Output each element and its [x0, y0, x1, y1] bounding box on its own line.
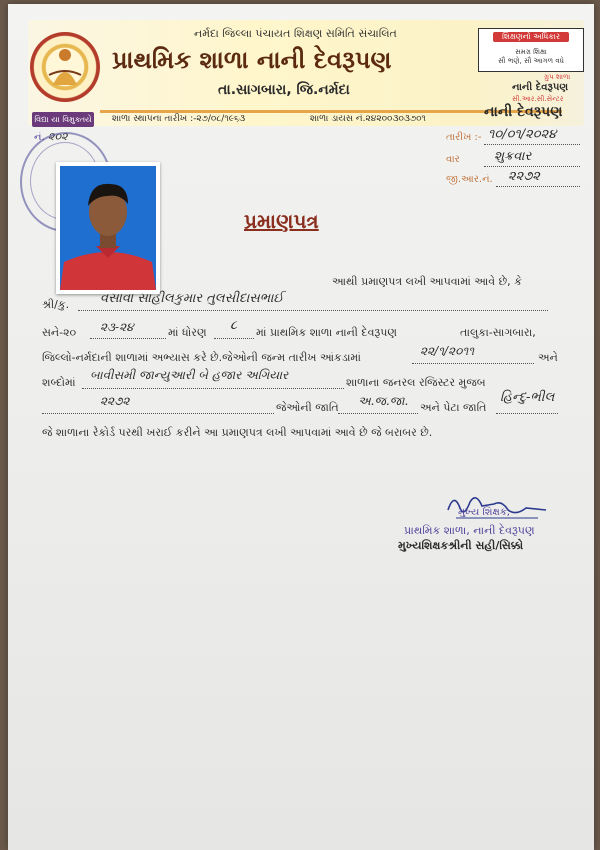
- crc-name: નાની દેવરૂપણ: [484, 104, 563, 120]
- outward-label: નં.: [34, 132, 45, 143]
- signature-school: પ્રાથમિક શાળા, નાની દેવરૂપણ: [404, 524, 535, 537]
- group-school-label: ગ્રુપ શાળા: [544, 73, 571, 81]
- subcaste-dots: [496, 413, 558, 414]
- caste-value: અ.જ.જા.: [358, 394, 409, 408]
- subcaste-value: હિન્દુ-ભીલ: [500, 390, 555, 405]
- words-label: શબ્દોમાં: [42, 376, 76, 389]
- name-label: શ્રી/કુ.: [42, 298, 70, 311]
- student-name: વસાવા સાહીલકુમાર તુલસીદાસભાઈ: [100, 291, 284, 306]
- group-school-name: નાની દેવરૂપણ: [512, 82, 569, 93]
- rte-badge-title: શિક્ષણનો અધિકાર: [493, 32, 569, 42]
- std-dots: [214, 338, 254, 339]
- student-photo: [56, 162, 160, 294]
- dob-words: બાવીસમી જાન્યુઆરી બે હજાર અગિયાર: [90, 368, 289, 382]
- rte-badge-line2: સૌ ભણે, સૌ આગળ વધે: [498, 57, 564, 65]
- day-value: શુક્રવાર: [494, 149, 532, 164]
- rte-badge-line1: સમગ્ર શિક્ષા: [515, 48, 547, 56]
- certificate-paper: [8, 4, 594, 850]
- date-value: ૧૦/૦૧/૨૦૨૪: [488, 127, 557, 142]
- header-subtitle: નર્મદા જિલ્લા પંચાયત શિક્ષણ સમિતિ સંચાલિત: [194, 27, 397, 40]
- dob-digits: ૨૨/૧/૨૦૧૧: [420, 344, 475, 358]
- academic-year: ૨૩-૨૪: [100, 320, 134, 334]
- crc-label: સી.આર.સી.સેન્ટર: [512, 95, 564, 103]
- certificate-title: પ્રમાણપત્ર: [244, 209, 319, 233]
- district-text: જિલ્લો-નર્મદાની શાળામાં અભ્યાસ કરે છે.જેઓની જન્મ તારીખ આંકડામાં: [42, 351, 361, 364]
- dob-digits-dots: [412, 363, 534, 364]
- year-dots: [90, 338, 166, 339]
- certificate-intro: આથી પ્રમાણપત્ર લખી આપવામાં આવે છે, કે: [332, 275, 522, 288]
- school-location: તા.સાગબારા, જિ.નર્મદા: [218, 82, 350, 98]
- gr-label: જી.આર.નં.: [446, 174, 493, 185]
- established-date: શાળા સ્થાપના તારીખ :-૨૭/૦૮/૧૯૬૩: [112, 114, 246, 124]
- closing-text: જે શાળાના રેકોર્ડ પરથી ખરાઈ કરીને આ પ્રમાણપત્ર લખી આપવામાં આવે છે જે બરાબર છે.: [42, 426, 433, 439]
- caste-dots: [338, 413, 418, 414]
- date-label: તારીખ :-: [446, 132, 482, 143]
- day-label: વાર: [446, 154, 460, 165]
- gr-dots: [496, 186, 580, 187]
- subcaste-label: અને પેટા જાતિ: [420, 401, 487, 414]
- signature-footer: મુખ્યશિક્ષકશ્રીની સહી/સિક્કો: [398, 539, 524, 552]
- school-name: પ્રાથમિક શાળા નાની દેવરૂપણ: [112, 46, 392, 74]
- name-dots: [78, 310, 548, 311]
- school-text: માં પ્રાથમિક શાળા નાની દેવરૂપણ: [256, 326, 398, 339]
- rte-badge: [478, 28, 584, 72]
- date-dots: [484, 144, 580, 145]
- gr-number-dots: [42, 413, 274, 414]
- gr-value: ૨૨૭૨: [508, 169, 540, 184]
- school-logo-icon: [30, 32, 100, 102]
- caste-label: જેઓની જાતિ: [276, 401, 339, 414]
- logo-motto: વિદ્યા યા વિમુક્તયે: [32, 112, 94, 127]
- std-value: ૮: [230, 318, 238, 333]
- year-label: સને-૨૦: [42, 326, 77, 339]
- register-text: શાળાના જનરલ રજિસ્ટર મુજબ: [346, 376, 486, 389]
- taluka-text: તાલુકા-સાગબારા,: [460, 326, 536, 339]
- dise-code: શાળા ડાયસ નં.૨૪૨૦૦૩૦૩૭૦૧: [310, 114, 426, 124]
- signature-role: મુખ્ય શિક્ષક,: [458, 507, 510, 518]
- and-text: અને: [538, 351, 558, 364]
- day-dots: [484, 166, 580, 167]
- dob-words-dots: [82, 388, 344, 389]
- std-label: માં ધોરણ: [168, 326, 207, 339]
- gr-number: ૨૨૭૨: [100, 394, 130, 408]
- outward-number: ૨૦૨: [48, 130, 68, 143]
